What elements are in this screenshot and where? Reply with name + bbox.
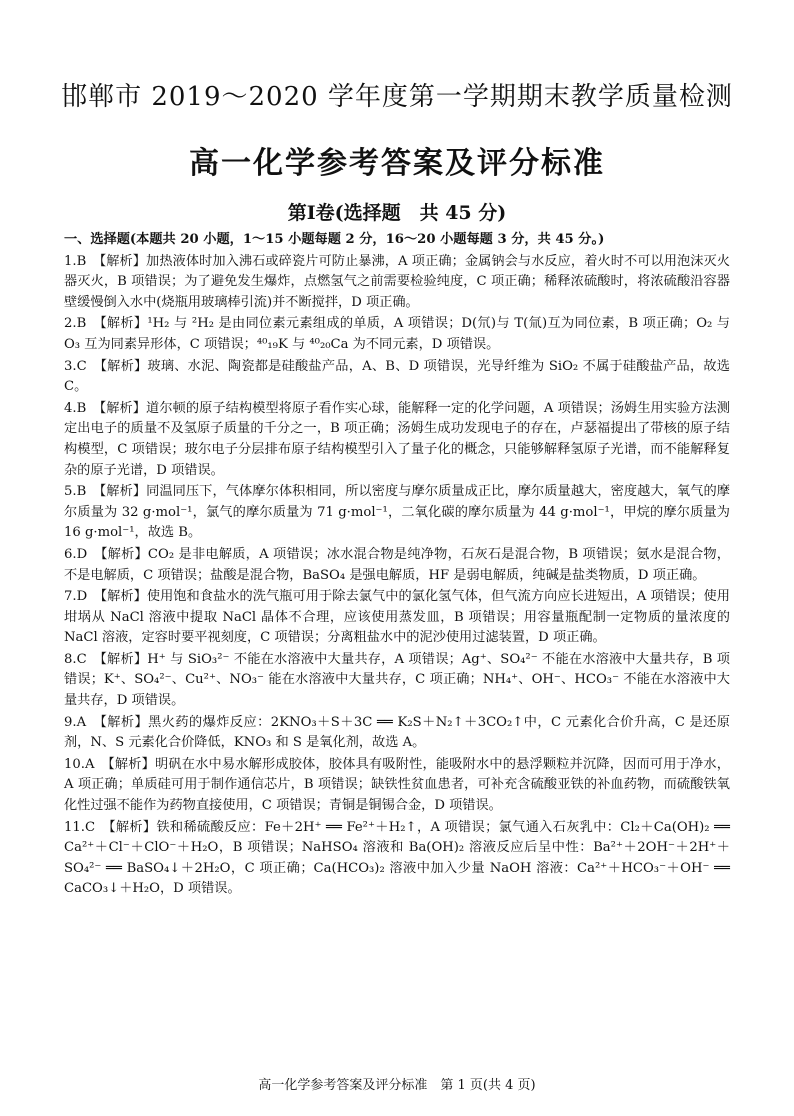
answer-item-3: 3.C 【解析】玻璃、水泥、陶瓷都是硅酸盐产品，A、B、D 项错误，光导纤维为 SiO₂ 不属于硅酸盐产品，故选 C。 [64,358,730,395]
part-heading: 第Ⅰ卷(选择题 共 45 分) [287,202,507,224]
answer-item-1: 1.B 【解析】加热液体时加入沸石或碎瓷片可防止暴沸，A 项正确；金属钠会与水反应，着火时不可以用泡沫灭火器灭火，B 项错误；为了避免发生爆炸，点燃氢气之前需要检验纯度，C 项正确；稀释浓硫酸时，将浓硫酸沿容器壁缓慢倒入水中(烧瓶用玻璃棒引流)并不断搅拌，D 项正确。 [64,253,730,310]
answer-item-5: 5.B 【解析】同温同压下，气体摩尔体积相同，所以密度与摩尔质量成正比，摩尔质量越大，密度越大，氧气的摩尔质量为 32 g·mol⁻¹，氯气的摩尔质量为 71 g·mol⁻¹，二氧化碳的摩尔质量为 44 g·mol⁻¹，甲烷的摩尔质量为 16 g·mol⁻¹，故选 B。 [64,484,730,541]
answer-item-10: 10.A 【解析】明矾在水中易水解形成胶体，胶体具有吸附性，能吸附水中的悬浮颗粒并沉降，因而可用于净水，A 项正确；单质硅可用于制作通信芯片，B 项错误；缺铁性贫血患者，可补充含硫酸亚铁的补血药物，而硫酸铁氧化性过强不能作为药物直接使用，C 项错误；青铜是铜锡合金，D 项错误。 [64,756,730,814]
page-footer: 高一化学参考答案及评分标准 第 1 页(共 4 页) [258,1078,536,1093]
answer-content [64,230,730,901]
answer-item-2: 2.B 【解析】¹H₂ 与 ²H₂ 是由同位素元素组成的单质，A 项错误；D(氘)与 T(氚)互为同位素，B 项正确；O₂ 与 O₃ 互为同素异形体，C 项错误；⁴⁰₁₉K 与 ⁴⁰₂₀Ca 为不同元素，D 项错误。 [64,316,730,352]
exam-title: 邯郸市 2019～2020 学年度第一学期期末教学质量检测 [61,82,733,112]
answer-item-4: 4.B 【解析】道尔顿的原子结构模型将原子看作实心球，能解释一定的化学问题，A 项错误；汤姆生用实验方法测定出电子的质量不及氢原子质量的千分之一，B 项正确；汤姆生成功发现电子的存在，卢瑟福提出了带核的原子结构模型，C 项错误；玻尔电子分层排布原子结构模型引入了量子化的概念，只能够解释氢原子光谱，而不能解释复杂的原子光谱，D 项错误。 [64,400,730,478]
answer-item-6: 6.D 【解析】CO₂ 是非电解质，A 项错误；冰水混合物是纯净物，石灰石是混合物，B 项错误；氨水是混合物，不是电解质，C 项错误；盐酸是混合物，BaSO₄ 是强电解质，HF 是弱电解质，纯碱是盐类物质，D 项正确。 [64,546,730,583]
answer-item-11: 11.C 【解析】铁和稀硫酸反应：Fe＋2H⁺ ══ Fe²⁺＋H₂↑，A 项错误；氯气通入石灰乳中：Cl₂＋Ca(OH)₂ ══ Ca²⁺＋Cl⁻＋ClO⁻＋H₂O，B 项错误；NaHSO₄ 溶液和 Ba(OH)₂ 溶液反应后呈中性：Ba²⁺＋2OH⁻＋2H⁺＋SO₄²⁻ ══ BaSO₄↓＋2H₂O，C 项正确；Ca(HCO₃)₂ 溶液中加入少量 NaOH 溶液：Ca²⁺＋HCO₃⁻＋OH⁻ ══ CaCO₃↓＋H₂O，D 项错误。 [64,819,730,897]
section-heading: 一、选择题(本题共 20 小题，1～15 小题每题 2 分，16～20 小题每题 3 分，共 45 分。) [64,232,605,247]
answer-item-7: 7.D 【解析】使用饱和食盐水的洗气瓶可用于除去氯气中的氯化氢气体，但气流方向应长进短出，A 项错误；使用坩埚从 NaCl 溶液中提取 NaCl 晶体不合理，应该使用蒸发皿，B 项错误；用容量瓶配制一定物质的量浓度的 NaCl 溶液，定容时要平视刻度，C 项错误；分离粗盐水中的泥沙使用过滤装置，D 项正确。 [64,589,730,646]
answer-item-9: 9.A 【解析】黑火药的爆炸反应：2KNO₃＋S＋3C ══ K₂S＋N₂↑＋3CO₂↑中，C 元素化合价升高，C 是还原剂，N、S 元素化合价降低，KNO₃ 和 S 是氧化剂，故选 A。 [64,714,730,751]
document-subtitle: 高一化学参考答案及评分标准 [189,146,605,181]
answer-item-8: 8.C 【解析】H⁺ 与 SiO₃²⁻ 不能在水溶液中大量共存，A 项错误；Ag⁺、SO₄²⁻ 不能在水溶液中大量共存，B 项错误；K⁺、SO₄²⁻、Cu²⁺、NO₃⁻ 能在水溶液中大量共存，C 项正确；NH₄⁺、OH⁻、HCO₃⁻ 不能在水溶液中大量共存，D 项错误。 [64,651,730,709]
